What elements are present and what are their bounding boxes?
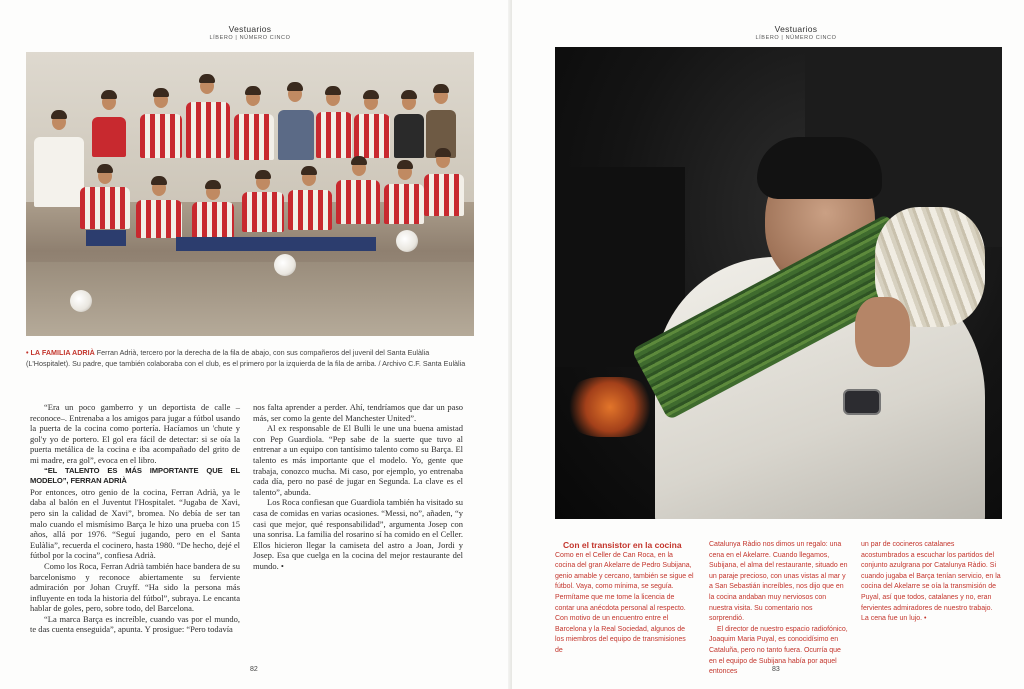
page-header-left (150, 24, 350, 41)
caption-lead: • LA FAMILIA ADRIÀ (26, 348, 95, 357)
article-column-2 (253, 402, 463, 572)
paragraph: Catalunya Ràdio nos dimos un regalo: una cena en el Akelarre. Cuando llegamos, Subijana, el alma del restaurante, situado en un paraje precioso, con unas vistas al mar y a San Sebastián increíbles, nos dijo que en la cocina andaban muy nerviosos con nuestra visita. Su comentario nos sorprendió. (709, 541, 848, 623)
caption-text: Ferran Adrià, tercero por la derecha de la fila de abajo, con sus compañeros del juvenil del Santa Eulàlia (L'Hospitalet). Su padre, que también colaboraba con el club, es el primero por la izquierda de la fila de arriba. / Archivo C.F. Santa Eulàlia (26, 348, 466, 368)
paragraph: Los Roca confiesan que Guardiola también ha visitado su casa de comidas en varias ocasiones. “Messi, no”, añaden, “y casi que mejor, qué responsabilidad”, argumenta Josep con una sonrisa. La familia del rosarino sí ha comido en el Celler. Ellos hicieron llegar la camiseta del astro a Joan, Jordi y Josep. Esa que cuelga en la cocina del mejor restaurante del mundo. • (253, 497, 463, 571)
page-number: 82 (250, 666, 258, 673)
article-column-1 (30, 402, 240, 635)
chef-photo (555, 47, 1002, 519)
issue-label: LÍBERO | NÚMERO CINCO (209, 35, 291, 41)
paragraph: nos falta aprender a perder. Ahí, tendríamos que dar un paso más, ser como la gente del Manchester United”. (253, 402, 463, 423)
sidebar-title: Con el transistor en la cocina (563, 540, 682, 550)
paragraph: Como los Roca, Ferran Adrià también hace bandera de su barcelonismo y reconoce abiertamente su ferviente admiración por Johan Cruyff. “Ha sido la persona más influyente en toda la historia del fútbol”, subraya. Le encanta hablar de goles, pero, sobre todo, del Barcelona. (30, 560, 240, 614)
paragraph: Al ex responsable de El Bulli le une una buena amistad con Pep Guardiola. “Pep sabe de la suerte que tuvo al entrenar a un equipo con tantísimo talento como su Barça. El talento es más importante que el modelo. Yo, gente que trabaja, conozco mucha. Mi caso, por ejemplo, yo entrenaba cada día, pero no pasé de jugar en Segunda. La clave es el talento”, abunda. (253, 423, 463, 497)
sidebar-column-1 (555, 540, 695, 657)
section-title: Vestuarios (774, 24, 818, 34)
paragraph: El director de nuestro espacio radiofónico, Joaquim Maria Puyal, es conocidísimo en Cataluña, pero no tanto fuera. Ocurría que en el equipo de Subijana había por aquel entonces (709, 625, 848, 676)
page-number: 83 (772, 666, 780, 673)
right-page (512, 0, 1024, 689)
sidebar-column-2 (709, 540, 849, 678)
page-header-right (696, 24, 896, 41)
paragraph: un par de cocineros catalanes acostumbrados a escuchar los partidos del conjunto azulgrana por Catalunya Ràdio. Si cuando jugaba el Barça tenían servicio, en la cocina del Akelarre se oía la transmisión de Puyal, así que todos, catalanes y no, eran fervientes admiradores de nuestro trabajo. La cena fue un lujo. • (861, 541, 1001, 623)
article-subhead: “EL TALENTO ES MÁS IMPORTANTE QUE EL MODELO”, FERRAN ADRIÀ (30, 465, 240, 486)
photo-caption (26, 347, 474, 369)
team-photo (26, 52, 474, 336)
issue-label: LÍBERO | NÚMERO CINCO (755, 35, 837, 41)
paragraph: Por entonces, otro genio de la cocina, Ferran Adrià, ya le daba al balón en el Juventut l'Hospitalet. “Jugaba de Xavi, pero sin la calidad de Xavi”, bromea. No debía de ser tan malo cuando el mismísimo Barça le hizo una prueba con 15 años, allá por 1976. “Seguí jugando, pero en el Santa Eulàlia”, recuerda el cocinero, hasta 1980. “De hecho, dejé el fútbol por la cocina”, confiesa Adrià. (30, 486, 240, 561)
paragraph: Como en el Celler de Can Roca, en la cocina del gran Akelarre de Pedro Subijana, genio amable y cercano, también se sigue el fútbol. Vaya, como mínima, se seguía. Permítame que me tome la licencia de contar una anécdota personal al respecto. Con motivo de un encuentro entre el Barcelona y la Real Sociedad, algunos de los miembros del equipo de transmisiones de (555, 551, 694, 654)
section-title: Vestuarios (228, 24, 272, 34)
paragraph: “La marca Barça es increíble, cuando vas por el mundo, te das cuenta enseguida”, apunta. Y prosigue: “Pero todavía (30, 613, 240, 635)
sidebar-column-3 (861, 540, 1001, 625)
paragraph: “Era un poco gamberro y un deportista de calle –reconoce–. Entrenaba a los amigos para jugar a fútbol usando la puerta de la cocina como portería. Hacíamos un 'chute y gol'y yo de portero. El gol era fácil de detectar: si se oía la puerta metálica de la cocina e iba acompañado del grito de mi madre, era gol”, evoca en el libro. (30, 402, 240, 465)
